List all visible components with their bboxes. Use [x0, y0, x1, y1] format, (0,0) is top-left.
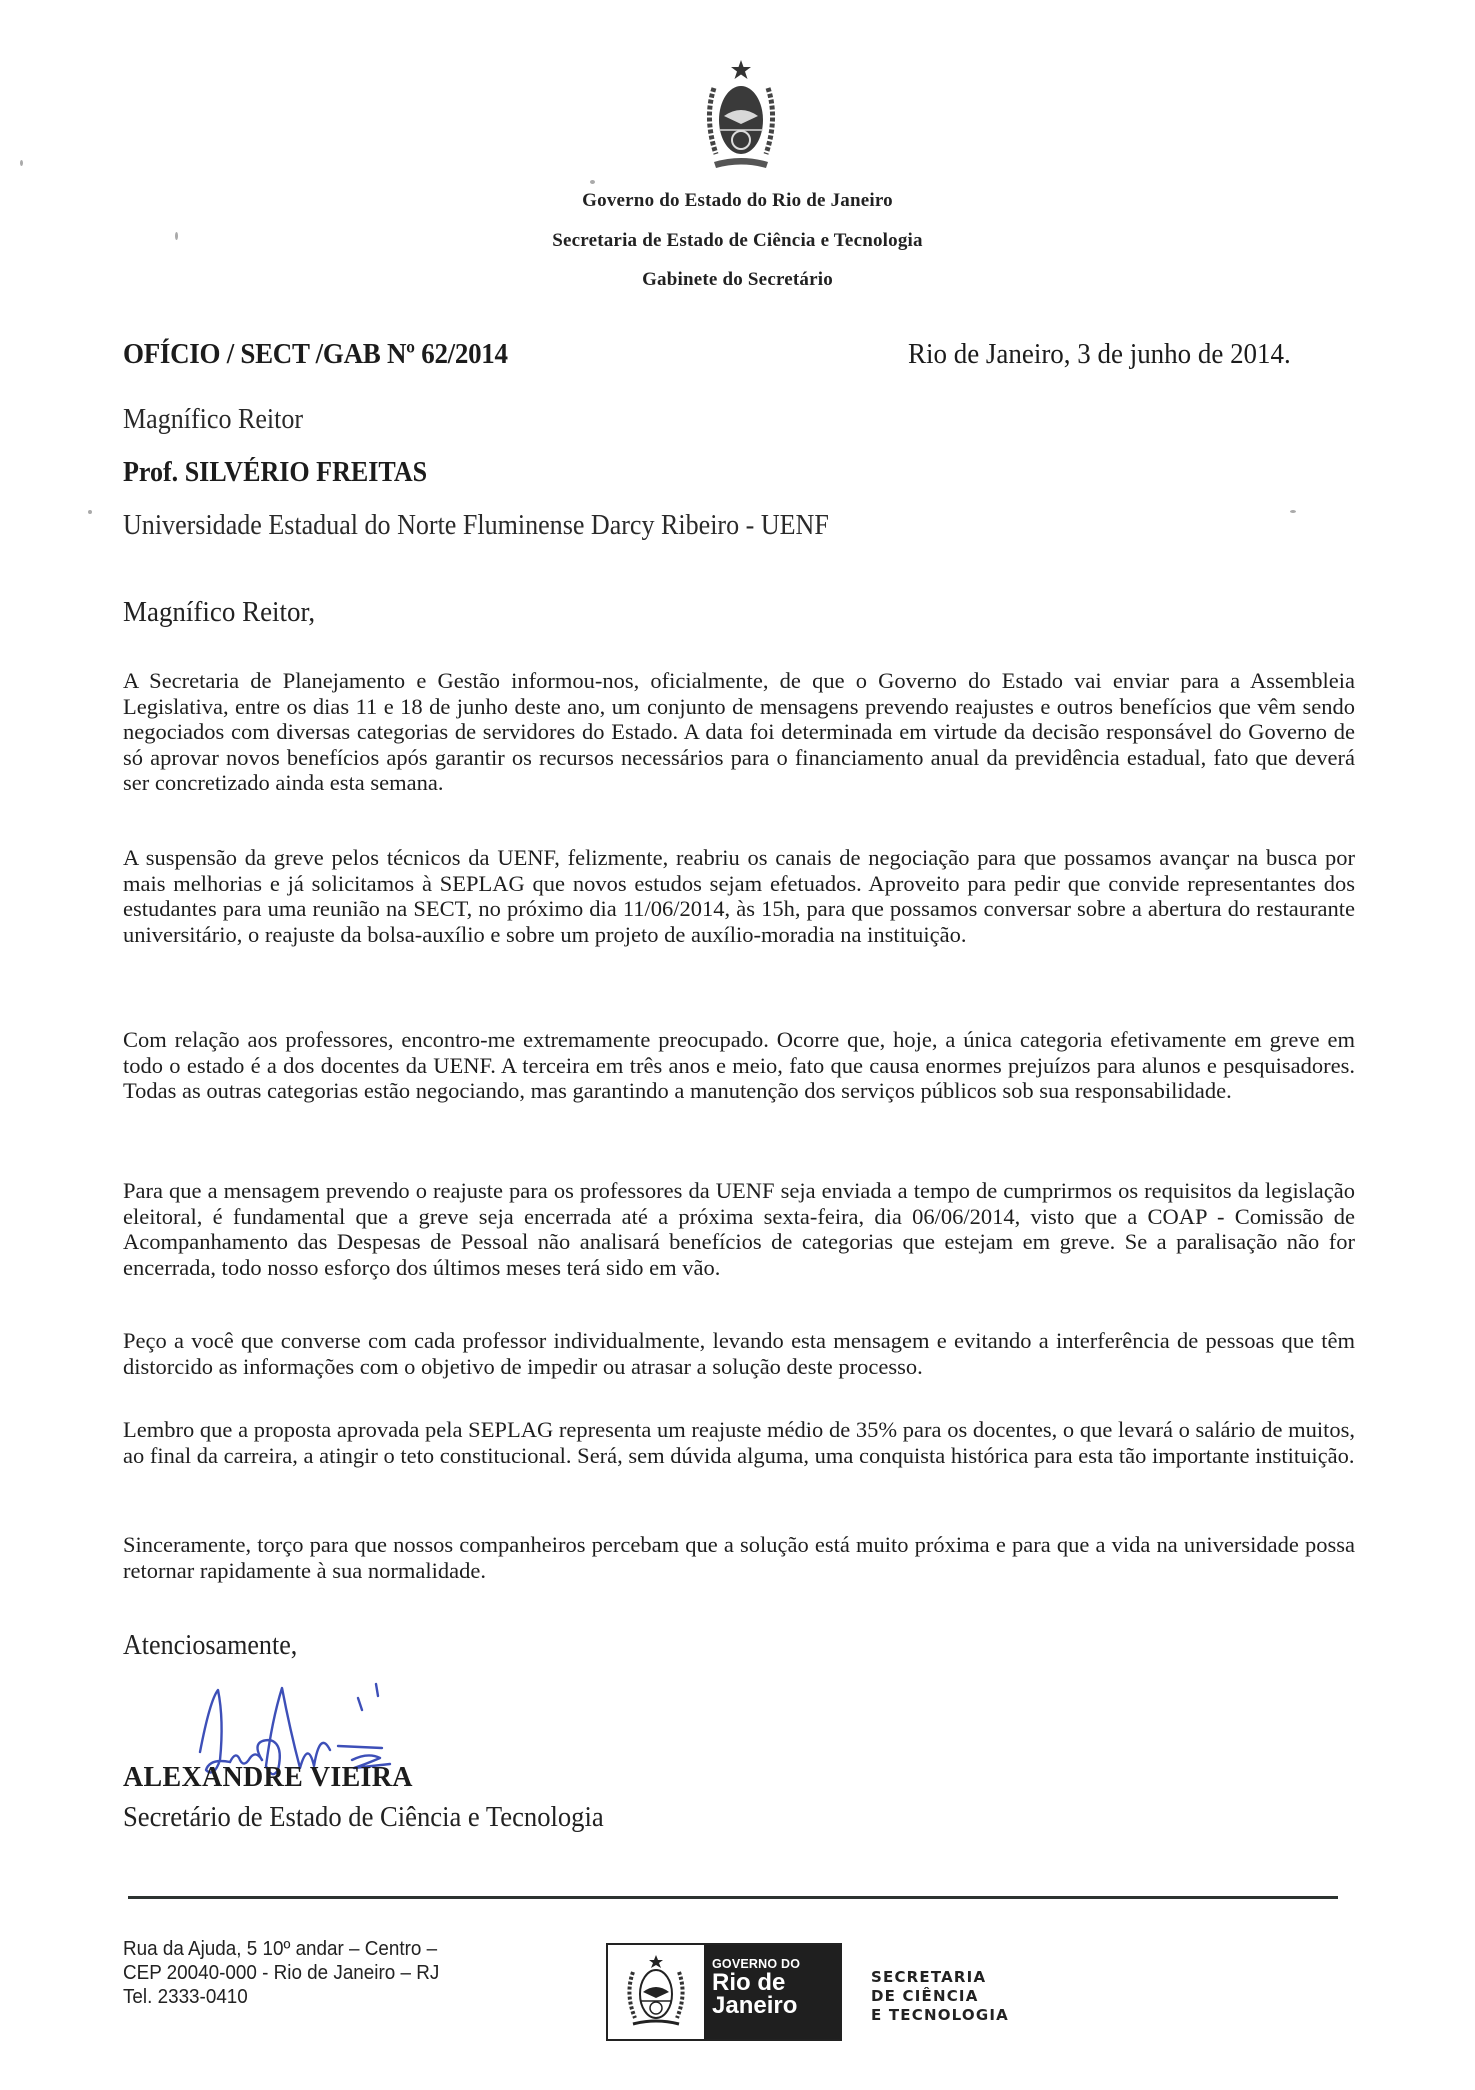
- signatory-name: ALEXANDRE VIEIRA: [123, 1762, 413, 1793]
- letter-date: Rio de Janeiro, 3 de junho de 2014.: [908, 338, 1291, 370]
- scan-speck: [590, 180, 595, 184]
- scan-speck: [20, 160, 23, 166]
- letterhead-secretariat: Secretaria de Estado de Ciência e Tecnologia: [552, 230, 923, 251]
- address-line: Tel. 2333-0410: [123, 1985, 248, 2008]
- body-paragraph: Para que a mensagem prevendo o reajuste para os professores da UENF seja enviada a tempo de cumprirmos os requisitos da legislação eleitoral, é fundamental que a greve seja encerrada até a próxima sexta-feira, dia 06/06/2014, visto que a COAP - Comissão de Acompanhamento das Despesas de Pessoal não analisará benefícios de categorias que estejam em greve. Se a paralisação não for encerrada, todo nosso esforço dos últimos meses terá sido em vão.: [123, 1178, 1355, 1280]
- wordmark-line: DE CIÊNCIA: [871, 1987, 979, 2005]
- signatory-role: Secretário de Estado de Ciência e Tecnologia: [123, 1802, 604, 1833]
- secretariat-wordmark: [871, 1968, 1009, 2025]
- body-paragraph: Peço a você que converse com cada professor individualmente, levando esta mensagem e evitando a interferência de pessoas que têm distorcido as informações com o objetivo de impedir ou atrasar a solução deste processo.: [123, 1328, 1355, 1379]
- scan-speck: [1290, 510, 1296, 513]
- body-paragraph: Sinceramente, torço para que nossos companheiros percebam que a solução está muito próxima e para que a vida na universidade possa retornar rapidamente à sua normalidade.: [123, 1532, 1355, 1583]
- oficio-reference: OFÍCIO / SECT /GAB Nº 62/2014: [123, 338, 508, 370]
- letterhead-government: Governo do Estado do Rio de Janeiro: [582, 190, 893, 211]
- body-paragraph: Com relação aos professores, encontro-me extremamente preocupado. Ocorre que, hoje, a única categoria efetivamente em greve em todo o estado é a dos docentes da UENF. A terceira em três anos e meio, fato que causa enormes prejuízos para alunos e pesquisadores. Todas as outras categorias estão negociando, mas garantindo a manutenção dos serviços públicos sob sua responsabilidade.: [123, 1027, 1355, 1103]
- recipient-name: Prof. SILVÉRIO FREITAS: [123, 457, 428, 488]
- logo-line: Janeiro: [712, 1992, 798, 2019]
- body-paragraph: A suspensão da greve pelos técnicos da UENF, felizmente, reabriu os canais de negociação para que possamos avançar na busca por mais melhorias e já solicitamos à SEPLAG que novos estudos sejam efetuados. Aproveito para pedir que convide representantes dos estudantes para uma reunião na SECT, no próximo dia 11/06/2014, às 15h, para que possamos conversar sobre a abertura do restaurante universitário, o reajuste da bolsa-auxílio e sobre um projeto de auxílio-moradia na instituição.: [123, 845, 1355, 947]
- wordmark-line: E TECNOLOGIA: [871, 2006, 1009, 2024]
- footer-address: [123, 1937, 439, 2009]
- body-paragraph: Lembro que a proposta aprovada pela SEPLAG representa um reajuste médio de 35% para os docentes, o que levará o salário de muitos, ao final da carreira, a atingir o teto constitucional. Será, sem dúvida alguma, uma conquista histórica para esta tão importante instituição.: [123, 1417, 1355, 1468]
- address-line: CEP 20040-000 - Rio de Janeiro – RJ: [123, 1961, 440, 1984]
- logo-line: Rio de: [712, 1969, 786, 1996]
- scan-speck: [88, 510, 92, 514]
- footer-divider: [128, 1896, 1338, 1899]
- scan-speck: [175, 232, 178, 240]
- salutation: Magnífico Reitor,: [123, 596, 316, 628]
- address-line: Rua da Ajuda, 5 10º andar – Centro –: [123, 1937, 438, 1960]
- body-paragraph: A Secretaria de Planejamento e Gestão informou-nos, oficialmente, de que o Governo do Estado vai enviar para a Assembleia Legislativa, entre os dias 11 e 18 de junho deste ano, um conjunto de mensagens prevendo reajustes e outros benefícios que vêm sendo negociados com diversas categorias de servidores do Estado. A data foi determinada em virtude da decisão responsável do Governo de só aprovar novos benefícios após garantir os recursos necessários para o financiamento anual da previdência estadual, fato que deverá ser concretizado ainda esta semana.: [123, 668, 1355, 795]
- letterhead-cabinet: Gabinete do Secretário: [642, 269, 833, 290]
- government-logo: [606, 1943, 842, 2041]
- recipient-title: Magnífico Reitor: [123, 404, 304, 435]
- closing: Atenciosamente,: [123, 1630, 298, 1661]
- wordmark-line: SECRETARIA: [871, 1968, 987, 1986]
- recipient-institution: Universidade Estadual do Norte Fluminense Darcy Ribeiro - UENF: [123, 510, 829, 541]
- coat-of-arms-icon: [700, 58, 782, 178]
- coat-of-arms-small-icon: [621, 1952, 691, 2032]
- logo-line: GOVERNO DO: [712, 1957, 801, 1971]
